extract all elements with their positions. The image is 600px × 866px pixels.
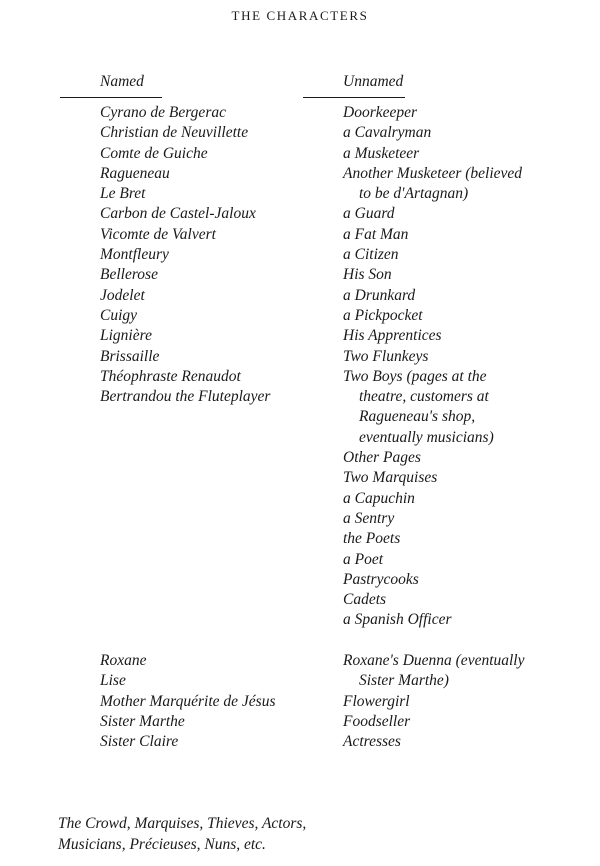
unnamed-character: a Capuchin xyxy=(343,489,415,507)
unnamed-character: a Guard xyxy=(343,205,395,223)
named-character: Brissaille xyxy=(100,347,160,365)
named-character: Cyrano de Bergerac xyxy=(100,104,226,121)
named-character: Vicomte de Valvert xyxy=(100,225,216,243)
unnamed-character: His Apprentices xyxy=(343,327,442,345)
named-character: Lise xyxy=(100,672,126,690)
unnamed-female-characters-list xyxy=(343,651,525,752)
named-character: Cuigy xyxy=(100,306,138,324)
named-character: Montfleury xyxy=(100,246,169,264)
unnamed-character: a Fat Man xyxy=(343,225,409,243)
unnamed-character: Foodseller xyxy=(343,712,411,730)
unnamed-character: a Pickpocket xyxy=(343,306,423,324)
unnamed-character: Another Musketeer (believed xyxy=(343,164,523,182)
unnamed-character: His Son xyxy=(343,266,392,284)
named-character: Jodelet xyxy=(100,286,145,304)
unnamed-character: Two Marquises xyxy=(343,469,438,487)
named-character: Roxane xyxy=(100,652,147,669)
named-header-rule xyxy=(60,97,162,98)
named-column-header: Named xyxy=(100,73,144,90)
named-character: Christian de Neuvillette xyxy=(100,124,249,142)
unnamed-character: Two Flunkeys xyxy=(343,347,429,365)
crowd-footnote-line: The Crowd, Marquises, Thieves, Actors, xyxy=(58,815,307,832)
unnamed-character: a Spanish Officer xyxy=(343,611,452,629)
unnamed-character: Flowergirl xyxy=(343,692,410,710)
unnamed-character: Cadets xyxy=(343,591,387,609)
unnamed-character: Other Pages xyxy=(343,449,421,467)
named-character: Carbon de Castel-Jaloux xyxy=(100,205,256,223)
unnamed-character: a Sentry xyxy=(343,509,395,527)
named-female-characters-list xyxy=(100,651,275,752)
unnamed-character-continuation: theatre, customers at xyxy=(359,388,489,406)
named-character: Bertrandou the Fluteplayer xyxy=(100,388,271,406)
unnamed-character: a Citizen xyxy=(343,246,399,264)
unnamed-column-header: Unnamed xyxy=(343,73,404,90)
unnamed-character: Pastrycooks xyxy=(343,570,419,588)
unnamed-character: Two Boys (pages at the xyxy=(343,367,487,385)
named-character: Comte de Guiche xyxy=(100,144,208,162)
named-character: Lignière xyxy=(100,327,152,345)
named-character: Ragueneau xyxy=(100,164,170,182)
unnamed-character: a Drunkard xyxy=(343,286,416,304)
unnamed-header-rule xyxy=(303,97,405,98)
unnamed-character: a Poet xyxy=(343,550,384,568)
named-character: Théophraste Renaudot xyxy=(100,367,241,385)
unnamed-character-continuation: eventually musicians) xyxy=(359,428,494,446)
unnamed-character: Roxane's Duenna (eventually xyxy=(343,652,525,669)
unnamed-character-continuation: to be d'Artagnan) xyxy=(359,185,469,203)
unnamed-character: a Musketeer xyxy=(343,144,420,162)
crowd-footnote-line: Musicians, Précieuses, Nuns, etc. xyxy=(58,835,266,853)
page-title: THE CHARACTERS xyxy=(231,8,369,23)
unnamed-character: a Cavalryman xyxy=(343,124,432,142)
named-character: Mother Marquérite de Jésus xyxy=(100,692,276,710)
named-character: Bellerose xyxy=(100,266,158,284)
named-character: Sister Marthe xyxy=(100,712,185,730)
unnamed-character: the Poets xyxy=(343,530,401,548)
unnamed-character: Actresses xyxy=(343,733,401,751)
unnamed-character-continuation: Ragueneau's shop, xyxy=(359,408,476,426)
named-character: Le Bret xyxy=(100,185,146,203)
unnamed-character: Doorkeeper xyxy=(343,104,418,121)
named-characters-list xyxy=(100,103,270,407)
unnamed-character-continuation: Sister Marthe) xyxy=(359,672,449,690)
crowd-footnote xyxy=(58,814,306,855)
unnamed-characters-list xyxy=(343,103,522,631)
named-character: Sister Claire xyxy=(100,733,179,751)
